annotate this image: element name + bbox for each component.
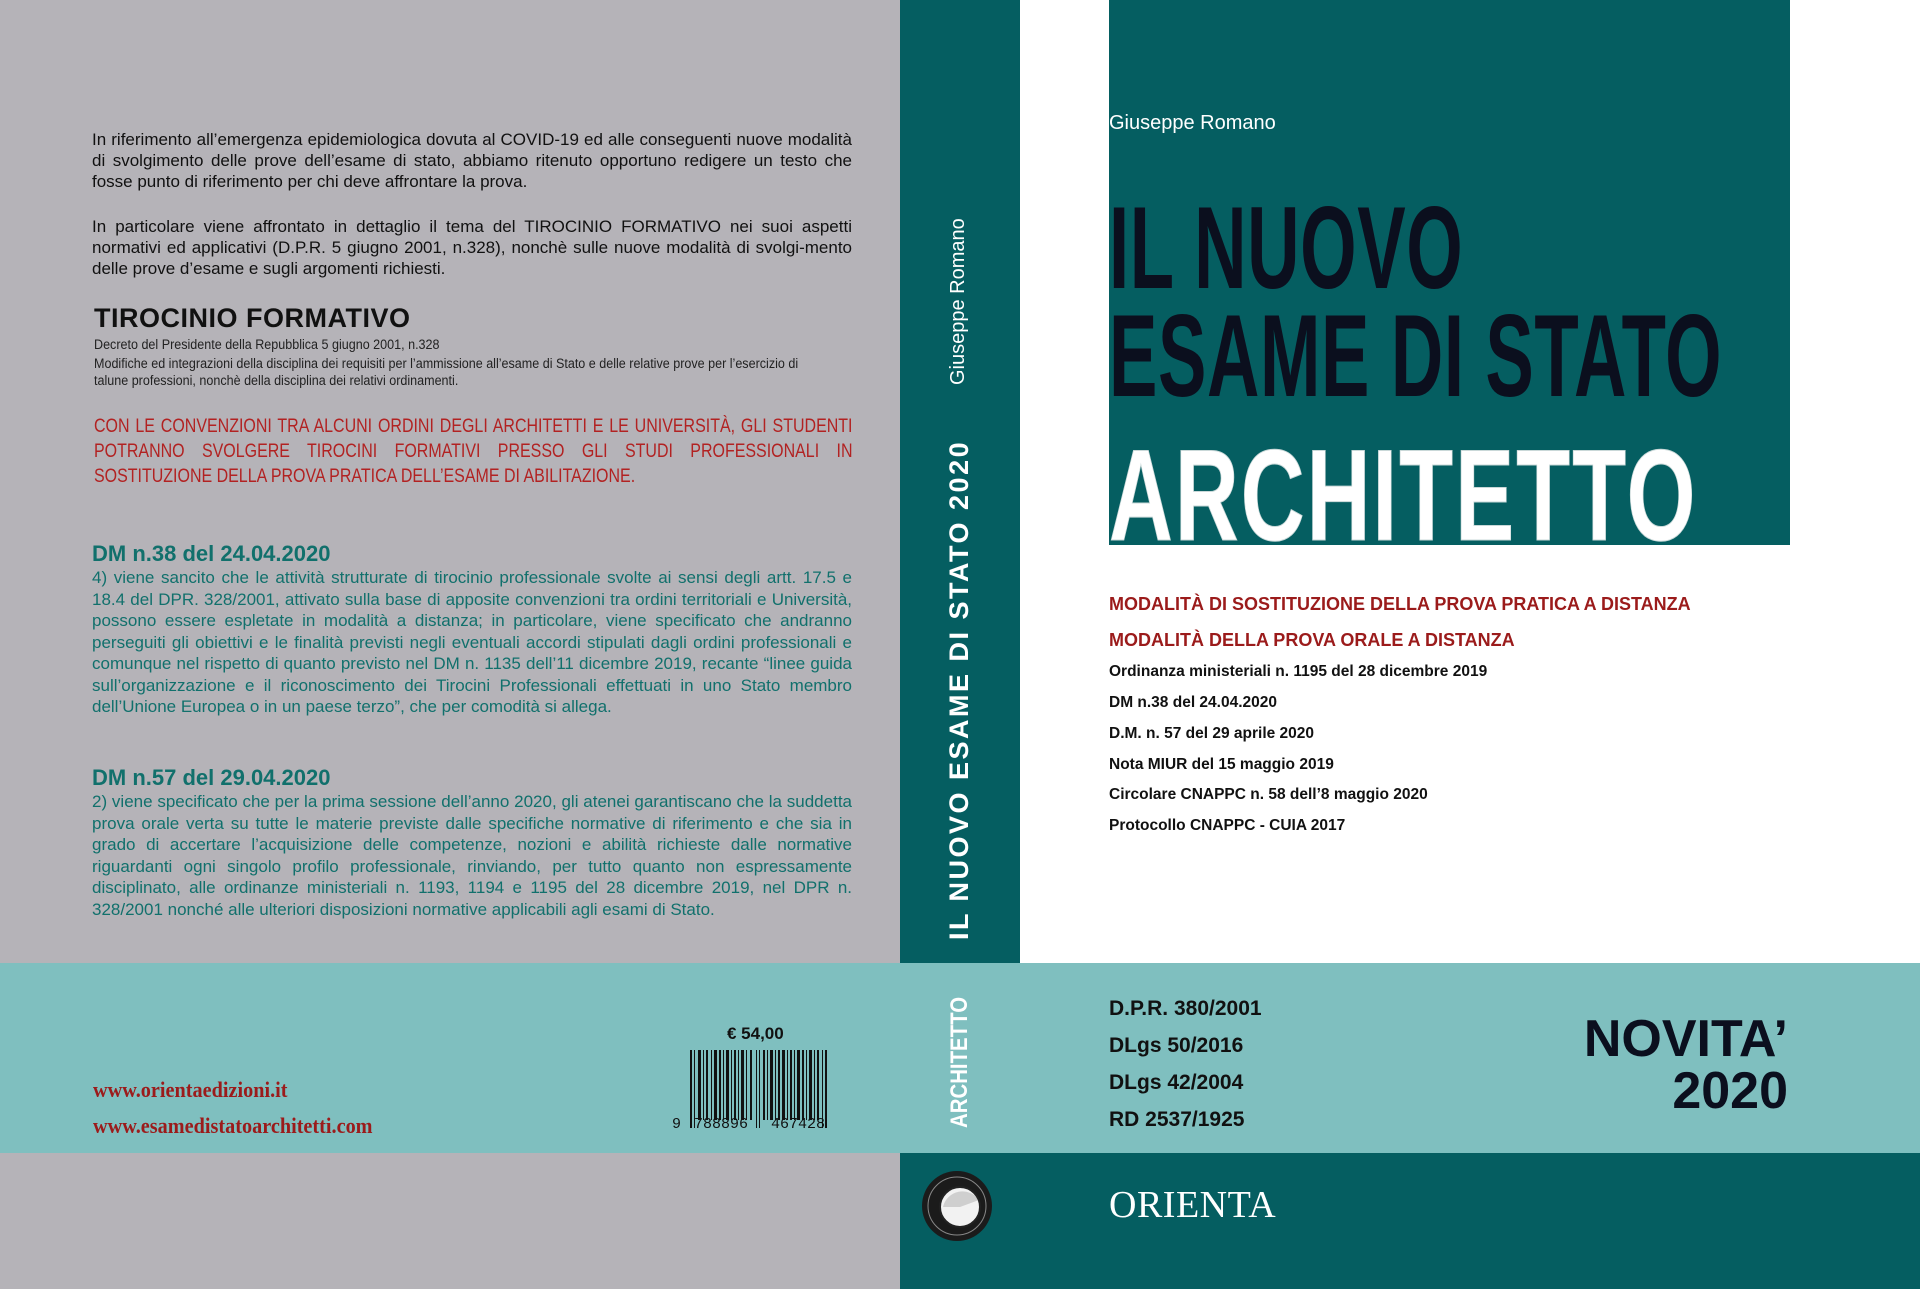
reference-item: D.M. n. 57 del 29 aprile 2020	[1109, 725, 1315, 742]
title-line-2: ESAME DI STATO	[1109, 290, 1723, 421]
subtitle-pratica: MODALITÀ DI SOSTITUZIONE DELLA PROVA PRATICA A DISTANZA	[1109, 594, 1691, 614]
dm57-title: DM n.57 del 29.04.2020	[92, 765, 331, 790]
website-link-orienta[interactable]: www.orientaedizioni.it	[93, 1077, 288, 1102]
spine-title: IL NUOVO ESAME DI STATO 2020	[944, 439, 974, 940]
isbn-group-1: 788896	[694, 1116, 749, 1133]
title-line-1: IL NUOVO	[1109, 182, 1464, 313]
title-architetto: ARCHITETTO	[1109, 422, 1698, 568]
isbn-first-digit: 9	[672, 1116, 682, 1133]
law-item: DLgs 50/2016	[1109, 1034, 1244, 1057]
intro-paragraph-1: In riferimento all’emergenza epidemiologica dovuta al COVID-19 ed alle conseguenti nuove modalità di svolgimento delle prove dell’esame di stato, abbiamo ritenuto opportuno redigere un testo che fosse punto di riferimento per chi deve affrontare la prova.	[92, 130, 852, 191]
subtitle-orale: MODALITÀ DELLA PROVA ORALE A DISTANZA	[1109, 630, 1515, 650]
dm38-text: 4) viene sancito che le attività strutturate di tirocinio professionale svolte ai sensi degli artt. 17.5 e 18.4 del DPR. 328/2001, attivato sulla base di apposite convenzioni tra ordini territoriali e Università, possono essere espletate in modalità a distanza; in particolare, viene specificato che andranno perseguiti gli obiettivi e le finalità previsti negli eventuali accordi stipulati dagli ordini professionali e comunque nel rispetto di quanto previsto nel DM n. 1135 dell’11 dicembre 2019, recante “linee guida sull’organizzazione e il riconoscimento dei Tirocini Professionali effettuati in uno Stato membro dell’Unione Europea o in un paese terzo”, che per comodità si allega.	[92, 568, 852, 716]
tirocinio-title: TIROCINIO FORMATIVO	[94, 303, 411, 333]
publisher-logo-icon	[921, 1170, 993, 1242]
front-author: Giuseppe Romano	[1109, 112, 1276, 134]
law-item: DLgs 42/2004	[1109, 1071, 1244, 1094]
reference-item: Protocollo CNAPPC - CUIA 2017	[1109, 817, 1346, 834]
reference-item: DM n.38 del 24.04.2020	[1109, 694, 1278, 711]
price-label: € 54,00	[727, 1024, 784, 1043]
website-link-esamedistato[interactable]: www.esamedistatoarchitetti.com	[93, 1113, 373, 1138]
reference-item: Nota MIUR del 15 maggio 2019	[1109, 756, 1334, 773]
reference-item: Circolare CNAPPC n. 58 dell’8 maggio 2020	[1109, 786, 1428, 803]
tirocinio-decree: Decreto del Presidente della Repubblica 5 giugno 2001, n.328	[94, 337, 440, 352]
novita-year: 2020	[1672, 1062, 1788, 1120]
isbn-group-2: 467428	[771, 1116, 826, 1133]
novita-label: NOVITA’	[1583, 1010, 1788, 1068]
law-item: RD 2537/1925	[1109, 1108, 1245, 1131]
law-item: D.P.R. 380/2001	[1109, 997, 1262, 1020]
novita-badge	[1583, 1010, 1788, 1120]
back-bottom-panel	[0, 1153, 900, 1289]
spine-subject: ARCHITETTO	[946, 996, 973, 1128]
intro-paragraph-2: In particolare viene affrontato in dettaglio il tema del TIROCINIO FORMATIVO nei suoi aspetti normativi ed applicativi (D.P.R. 5 giugno 2001, n.328), nonchè sulle nuove modalità di svolgi-mento delle prove d’esame e sugli argomenti richiesti.	[92, 217, 852, 278]
dm38-title: DM n.38 del 24.04.2020	[92, 541, 331, 566]
dm57-text: 2) viene specificato che per la prima sessione dell’anno 2020, gli atenei garantiscano che la suddetta prova orale verta su tutte le materie previste dalle specifiche normative di riferimento e che sia in grado di accertare l’acquisizione delle competenze, nozioni e abilità richieste dalle normative riguardanti ogni singolo profilo professionale, rinviando, per tutto quanto non espressamente disciplinato, alle ordinanze ministeriali n. 1193, 1194 e 1195 del 28 dicembre 2019, nel DPR n. 328/2001 nonché alle ulteriori disposizioni normative applicabili agli esami di Stato.	[92, 792, 852, 919]
spine-author: Giuseppe Romano	[947, 218, 969, 385]
publisher-panel	[900, 1153, 1920, 1289]
publisher-name: ORIENTA	[1109, 1184, 1277, 1226]
convention-notice: CON LE CONVENZIONI TRA ALCUNI ORDINI DEGLI ARCHITETTI E LE UNIVERSITÀ, GLI STUDENTI POTRANNO SVOLGERE TIROCINI FORMATIVI PRESSO GLI STUDI PROFESSIONALI IN SOSTITUZIONE DELLA PROVA PRATICA DELL’ESAME DI ABILITAZIONE.	[94, 415, 853, 487]
laws-list	[1109, 990, 1262, 1138]
reference-item: Ordinanza ministeriali n. 1195 del 28 dicembre 2019	[1109, 663, 1488, 680]
tirocinio-description: Modifiche ed integrazioni della disciplina dei requisiti per l’ammissione all’esame di Stato e delle relative prove per l’esercizio di talune professioni, nonchè della disciplina dei relativi ordinamenti.	[94, 356, 799, 388]
